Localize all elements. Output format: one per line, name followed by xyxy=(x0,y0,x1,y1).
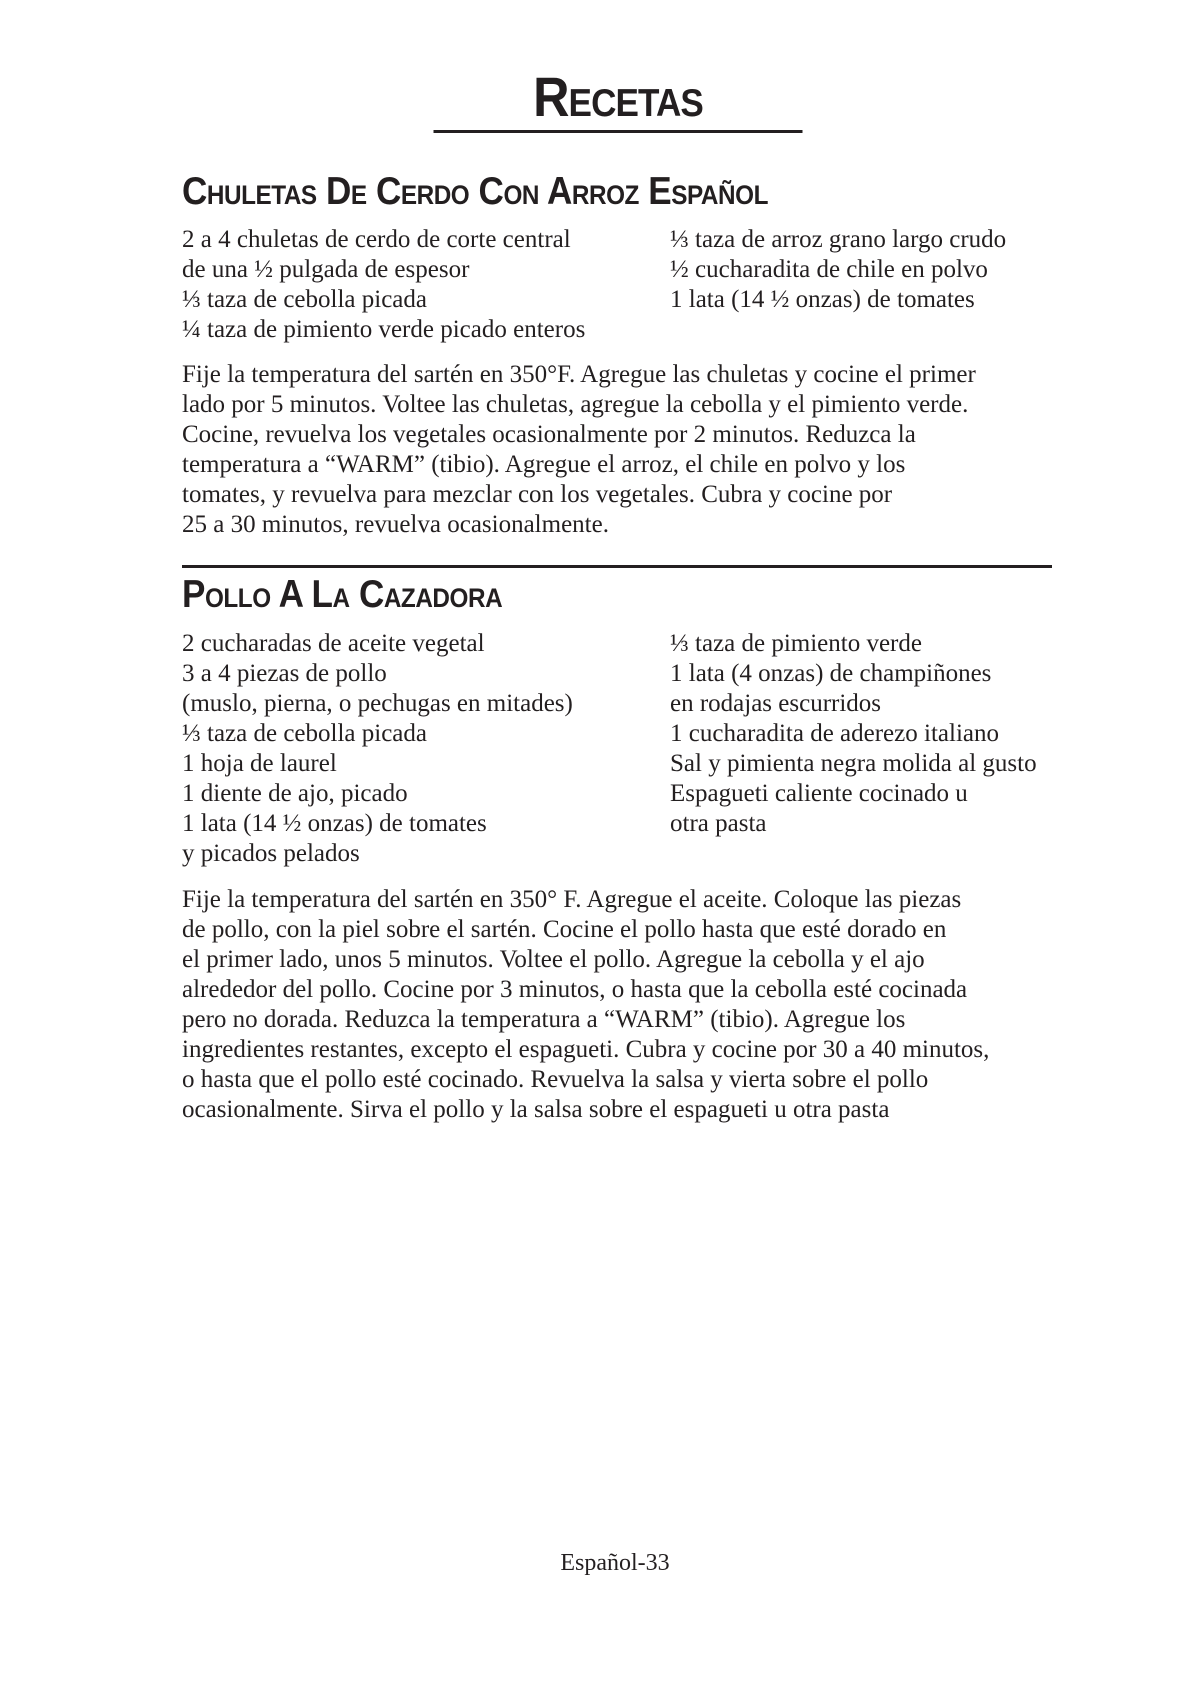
method-line: el primer lado, unos 5 minutos. Voltee el pollo. Agregue la cebolla y el ajo xyxy=(182,946,925,973)
ingredient-line: 2 a 4 chuletas de cerdo de corte central xyxy=(182,226,571,253)
ingredient-line: ¼ taza de pimiento verde picado enteros xyxy=(182,316,586,343)
ingredient-line: Sal y pimienta negra molida al gusto xyxy=(670,750,1037,777)
method-line: 25 a 30 minutos, revuelva ocasionalmente. xyxy=(182,511,609,538)
ingredients-left-chicken-cacciatore xyxy=(182,629,573,869)
method-line: temperatura a “WARM” (tibio). Agregue el arroz, el chile en polvo y los xyxy=(182,451,906,478)
ingredient-line: (muslo, pierna, o pechugas en mitades) xyxy=(182,690,573,717)
method-line: o hasta que el pollo esté cocinado. Revuelva la salsa y vierta sobre el pollo xyxy=(182,1066,929,1093)
method-line: Fije la temperatura del sartén en 350°F. Agregue las chuletas y cocine el primer xyxy=(182,361,976,388)
ingredient-line: 1 lata (4 onzas) de champiñones xyxy=(670,660,992,687)
ingredients-right-chicken-cacciatore xyxy=(670,629,1037,839)
section-divider xyxy=(182,565,1052,568)
ingredient-line: 1 cucharadita de aderezo italiano xyxy=(670,720,999,747)
method-line: lado por 5 minutos. Voltee las chuletas, agregue la cebolla y el pimiento verde. xyxy=(182,391,969,418)
method-line: ocasionalmente. Sirva el pollo y la salsa sobre el espagueti u otra pasta xyxy=(182,1096,890,1123)
recipe-title-chicken-cacciatore: Pollo A La Cazadora xyxy=(182,573,503,616)
ingredient-line: ⅓ taza de cebolla picada xyxy=(182,720,427,747)
ingredient-line: 2 cucharadas de aceite vegetal xyxy=(182,630,485,657)
ingredient-line: ½ cucharadita de chile en polvo xyxy=(670,256,988,283)
method-line: ingredientes restantes, excepto el espagueti. Cubra y cocine por 30 a 40 minutos, xyxy=(182,1036,990,1063)
ingredients-right-pork-chops xyxy=(670,225,1006,315)
ingredient-line: de una ½ pulgada de espesor xyxy=(182,256,470,283)
method-line: pero no dorada. Reduzca la temperatura a “WARM” (tibio). Agregue los xyxy=(182,1006,906,1033)
ingredient-line: 1 hoja de laurel xyxy=(182,750,337,777)
ingredient-line: en rodajas escurridos xyxy=(670,690,882,717)
ingredient-line: 1 diente de ajo, picado xyxy=(182,780,408,807)
ingredient-line: 1 lata (14 ½ onzas) de tomates xyxy=(670,286,975,313)
page-number: Español-33 xyxy=(560,1550,670,1576)
method-chicken-cacciatore xyxy=(182,885,1062,1125)
method-line: tomates, y revuelva para mezclar con los vegetales. Cubra y cocine por xyxy=(182,481,893,508)
ingredient-line: 3 a 4 piezas de pollo xyxy=(182,660,387,687)
ingredient-line: y picados pelados xyxy=(182,840,360,867)
method-line: Cocine, revuelva los vegetales ocasionalmente por 2 minutos. Reduzca la xyxy=(182,421,916,448)
ingredient-line: ⅓ taza de arroz grano largo crudo xyxy=(670,226,1007,253)
ingredient-line: ⅓ taza de pimiento verde xyxy=(670,630,922,657)
ingredient-line: otra pasta xyxy=(670,810,767,837)
method-line: alrededor del pollo. Cocine por 3 minutos, o hasta que la cebolla esté cocinada xyxy=(182,976,968,1003)
ingredients-left-pork-chops xyxy=(182,225,585,345)
method-line: de pollo, con la piel sobre el sartén. Cocine el pollo hasta que esté dorado en xyxy=(182,916,947,943)
ingredient-line: Espagueti caliente cocinado u xyxy=(670,780,968,807)
page-title: Recetas xyxy=(434,64,803,133)
method-line: Fije la temperatura del sartén en 350° F. Agregue el aceite. Coloque las piezas xyxy=(182,886,962,913)
ingredient-line: 1 lata (14 ½ onzas) de tomates xyxy=(182,810,487,837)
method-pork-chops xyxy=(182,360,1062,540)
recipe-title-pork-chops: Chuletas De Cerdo Con Arroz Español xyxy=(182,170,768,213)
ingredient-line: ⅓ taza de cebolla picada xyxy=(182,286,427,313)
